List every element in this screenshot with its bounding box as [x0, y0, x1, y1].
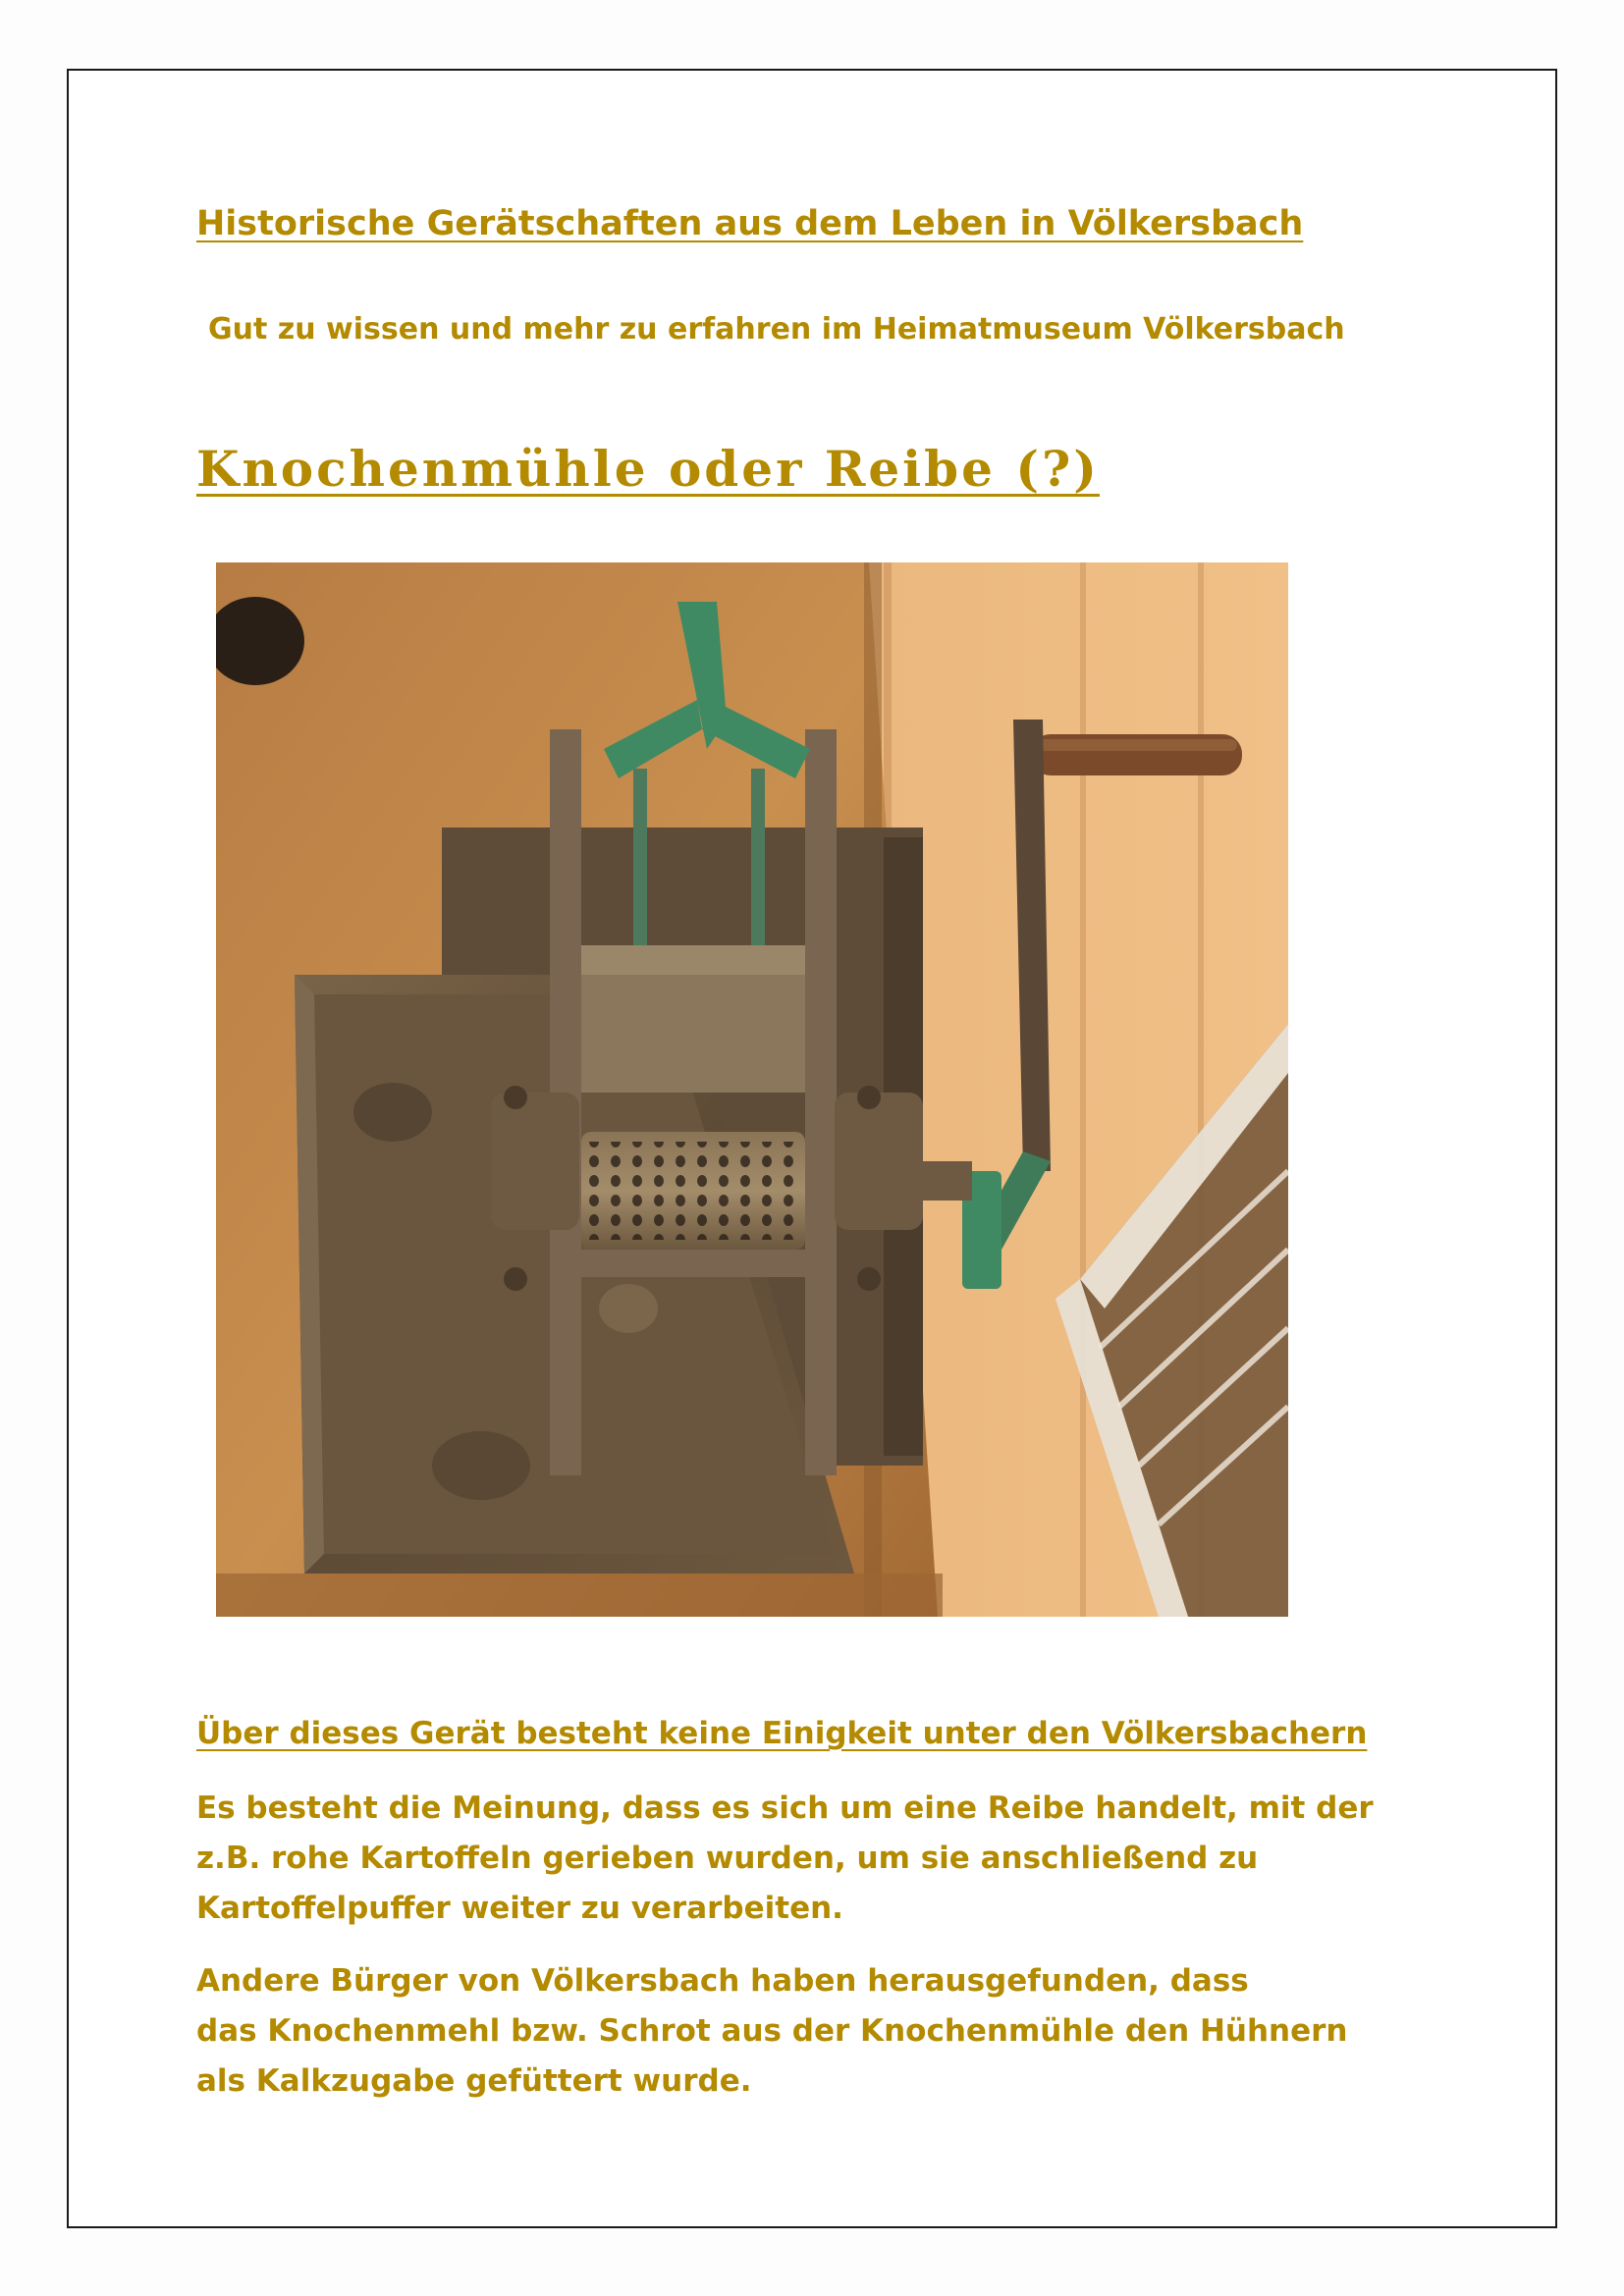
paragraph-line: Es besteht die Meinung, dass es sich um eine Reibe handelt, mit der: [196, 1790, 1374, 1826]
paragraph-line: als Kalkzugabe gefüttert wurde.: [196, 2063, 752, 2099]
bone-mill-photo: [216, 562, 1288, 1617]
paragraph-line: Kartoffelpuffer weiter zu verarbeiten.: [196, 1891, 843, 1926]
document-title: Historische Gerätschaften aus dem Leben in Völkersbach: [196, 204, 1304, 243]
paragraph-line: das Knochenmehl bzw. Schrot aus der Knochenmühle den Hühnern: [196, 2013, 1348, 2049]
paragraph-bone-meal-opinion: [196, 1956, 1473, 2107]
paragraph-line: Andere Bürger von Völkersbach haben herausgefunden, dass: [196, 1963, 1249, 1999]
document-subtitle: Gut zu wissen und mehr zu erfahren im Heimatmuseum Völkersbach: [208, 312, 1345, 347]
object-heading: Knochenmühle oder Reibe (?): [196, 440, 1100, 498]
paragraph-line: z.B. rohe Kartoffeln gerieben wurden, um sie anschließend zu: [196, 1841, 1259, 1876]
paragraph-grater-opinion: [196, 1784, 1473, 1934]
section-heading: Über dieses Gerät besteht keine Einigkeit unter den Völkersbachern: [196, 1716, 1368, 1751]
